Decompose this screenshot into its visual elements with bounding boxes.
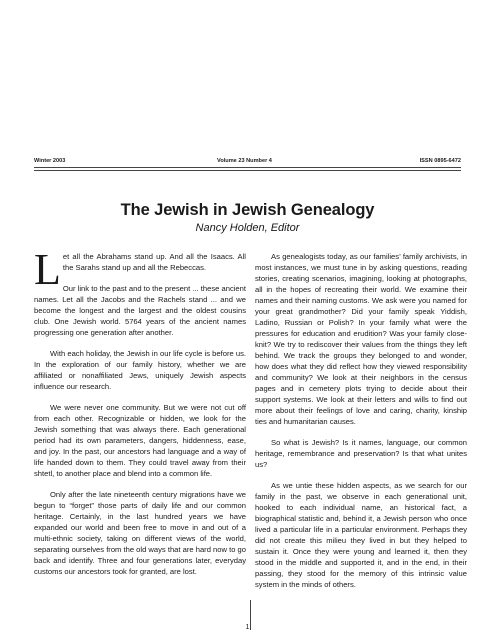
header-rule-bottom [34, 170, 461, 171]
issue-season: Winter 2003 [34, 158, 66, 164]
opening-text: et all the Abrahams stand up. And all the Isaacs. All the Sarahs stand up and all the Rebeccas. [62, 252, 246, 272]
paragraph: As we untie these hidden aspects, as we search for our family in the past, we observe in each generational unit, hooked to each individual name, an historical fact, a biographical statistic and, behind it, a Jewish person who once lived a particular life in a particular environment. Perhaps they did not create this milieu they lived in but they helped to sustain it. Once they were young and learned it, then they stood in the middle and supported it, and in the end, in their passing, they stood for the memory of this intrinsic value system in the minds of others. [255, 481, 467, 589]
drop-cap: L [34, 245, 61, 294]
issue-volume: Volume 23 Number 4 [217, 158, 272, 164]
paragraph: We were never one community. But we were not cut off from each other. Recognizable or hidden, we look for the Jewish something that was always there. Each generational period had its own parameters, dangers, hiddenness, ease, and joy. In the past, our ancestors had language and a way of life handed down to them. They could travel away from their shtetl, to another place and blend into a common life. [34, 403, 246, 478]
paragraph: Only after the late nineteenth century migrations have we begun to “forget” those parts of daily life and our common heritage. Certainly, in the last hundred years we have expanded our world and been free to move in and out of a multi-ethnic society, taking on different views of the world, separating ourselves from the old ways that are hard now to go back and identify. Three and four generations later, everyday customs our ancestors took for granted, are lost. [34, 490, 246, 576]
paragraph: With each holiday, the Jewish in our life cycle is before us. In the exploration of our family history, whether we are affiliated or nonaffiliated Jews, uniquely Jewish aspects influence our research. [34, 349, 246, 391]
issue-issn: ISSN 0895-6472 [419, 158, 461, 164]
left-column [34, 245, 246, 587]
paragraph: So what is Jewish? Is it names, language, our common heritage, remembrance and preservation? Is that what unites us? [255, 438, 467, 469]
header-rule-top [34, 167, 461, 168]
article-title: The Jewish in Jewish Genealogy [120, 201, 375, 219]
page-number: 1 [245, 624, 250, 631]
right-column [255, 251, 467, 600]
opening-paragraph [34, 245, 246, 294]
paragraph: Our link to the past and to the present ... these ancient names. Let all the Jacobs and the Rachels stand ... and we become the longest and the largest and the oldest cousins club. One Jewish world. 5764 years of the ancient names progressing one generation after another. [34, 284, 246, 337]
article-byline: Nancy Holden, Editor [195, 222, 300, 234]
paragraph: As genealogists today, as our families’ family archivists, in most instances, we must tune in by asking questions, reading stories, creating scenarios, imagining, looking at photographs, all in the hopes of recreating their world. We examine their names and their naming customs. We ask were you named for your great grandmother? Did your family speak Yiddish, Ladino, Russian or Polish? In your family what were the pressures for education and erudition? Was your family close-knit? We try to rediscover their values from the things they left behind. We track the groups they belonged to and wonder, how does what they did reflect how they viewed responsibility and community? We look at their neighbors in the census pages and in cemetery plots trying to decide about their support systems. We look at their letters and wills to find out more about their feelings of love and caring, charity, kinship ties and humanitarian causes. [255, 252, 467, 426]
